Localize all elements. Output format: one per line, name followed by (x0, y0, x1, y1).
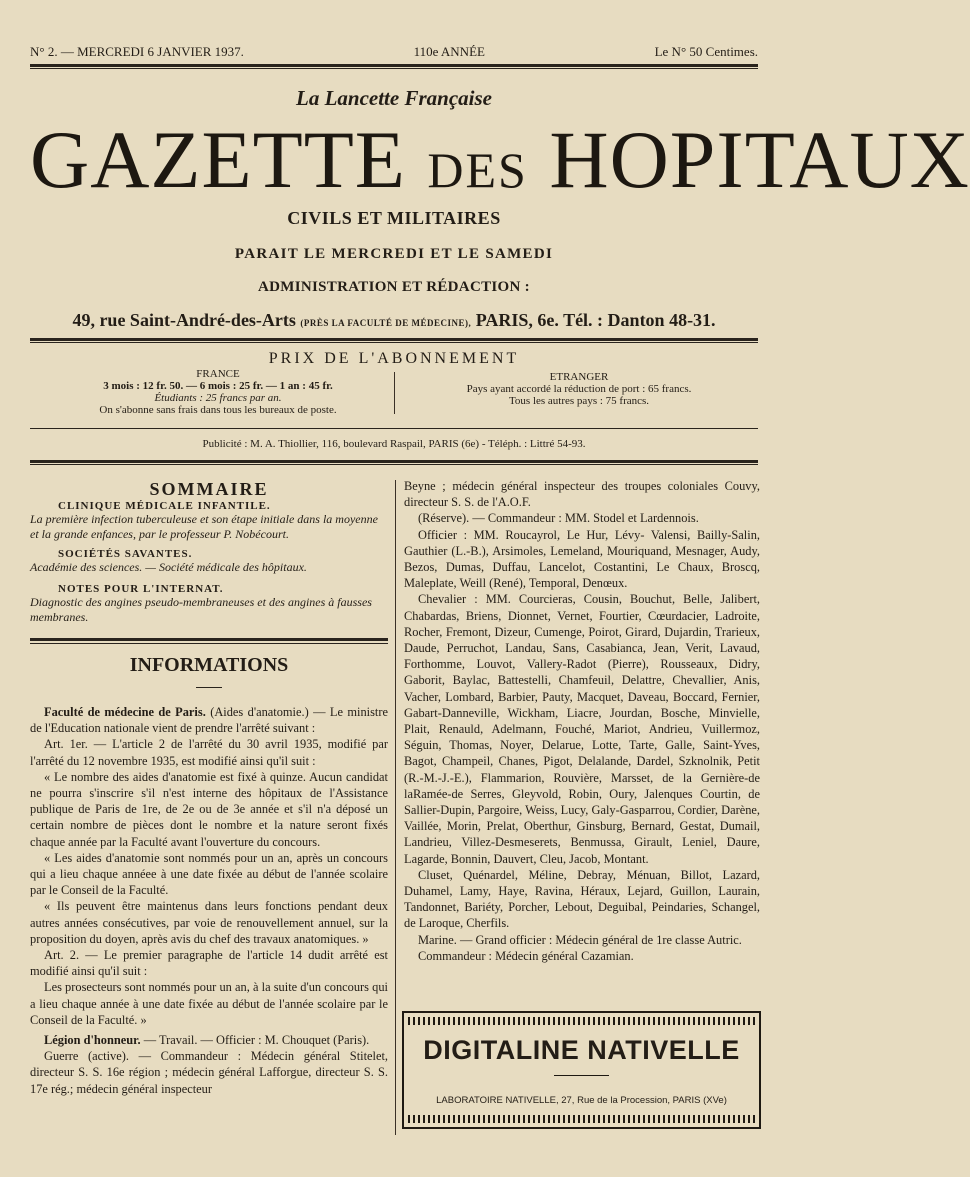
sommaire-section-head: NOTES POUR L'INTERNAT. (58, 583, 224, 595)
paragraph: — Travail. — Officier : M. Chouquet (Paris). (140, 1033, 370, 1048)
informations-body (30, 704, 388, 1097)
sommaire-rule (30, 638, 388, 641)
advert-divider (554, 1075, 609, 1076)
publicity-rule-thin (30, 464, 758, 465)
subscription-title: PRIX DE L'ABONNEMENT (268, 350, 520, 367)
paragraph: (Réserve). — Commandeur : MM. Stodel et Lardennois. (418, 511, 699, 526)
address-telephone: Tél. : Danton 48-31. (563, 310, 716, 330)
sommaire-title: SOMMAIRE (149, 479, 269, 499)
france-heading: FRANCE (196, 368, 240, 380)
france-students: Étudiants : 25 francs par an. (154, 392, 282, 404)
advert-border-ticks (408, 1115, 755, 1123)
paragraph: Marine. — Grand officier : Médecin général de 1re classe Autric. (418, 932, 742, 947)
faculty-lead: Faculté de médecine de Paris. (44, 705, 206, 719)
paragraph: (Aides d'anatomie.) — Le ministre de l'Education nationale vient de prendre l'arrêté suivant : (30, 705, 388, 736)
paragraph: Beyne ; médecin général inspecteur des troupes coloniales Couvy, directeur S. S. de l'A.O.F. (404, 479, 760, 510)
subscription-rule (30, 428, 758, 429)
paragraph: Guerre (active). — Commandeur : Médecin général Stitelet, directeur S. S. 16e région ; médecin général Lafforgue, directeur S. S. 17e rég.; médecin général inspecteur (30, 1049, 388, 1096)
paragraph: Chevalier : MM. Courcieras, Cousin, Bouchut, Belle, Jalibert, Chabardas, Briens, Dionnet, Vernet, Fourtier, Cœurdacier, Ladroite, Rocher, Fremont, Dizeur, Cumenge, Poirot, Girard, Dujardin, Trarieux, Daude, Perruchot, Landau, Sans, Casabianca, Jean, Verit, Lavaud, Forthomme, Louvot, Vallery-Radot (Pierre), Rousseaux, Didry, Gaborit, Baylac, Battestelli, Chamfeuil, Delattre, Chevallier, Anis, Vacher, Lombard, Barbier, Pauty, Macquet, Daveau, Boccard, Fernier, Gabart-Danneville, Wickham, Liacre, Jourdan, Bosche, Minvielle, Plait, Renauld, Adelmann, Fouché, Mariot, Andrieu, Vuillermoz, Séguin, Thomas, Noyer, Delarue, Lotte, Tarte, Galle, Saint-Yves, Bagot, Champeil, Chanes, Pigot, Delalande, Dardel, Szknolnik, Petit (R.-M.-J.-E.), Flammarion, Rouvière, Marsset, de la Gernière-de laRamée-de Serres, Gleyvold, Robin, Oury, Jalenques Courtin, de Sallier-Dupin, Pargoire, Weiss, Lucy, Galy-Gasparrou, Cordier, Darène, Vaillée, Morin, Prelat, Oberthur, Ginsburg, Bernard, Gestat, Dumail, Landrieu, Villez-Desmeserets, Benmussa, Girault, Leniel, Daure, Lagarde, Bonnin, Dauvert, Cleu, Jacob, Montant. (404, 592, 760, 866)
masthead-word-hopitaux: HOPITAUX (549, 114, 970, 205)
paragraph: « Ils peuvent être maintenus dans leurs fonctions pendant deux autres années consécutives, par voie de renouvellement annuel, sur la proposition du doyen, après avis du chef des travaux anatomiques. » (30, 899, 388, 946)
publicity-rule (30, 460, 758, 463)
admin-line: ADMINISTRATION ET RÉDACTION : (258, 279, 530, 295)
subscription-france (60, 368, 376, 416)
legion-list-column (404, 478, 760, 964)
foreign-reduced: Pays ayant accordé la réduction de port : 65 francs. (466, 383, 692, 395)
sommaire-rule-thin (30, 643, 388, 644)
foreign-heading: ETRANGER (549, 371, 609, 383)
france-prices: 3 mois : 12 fr. 50. — 6 mois : 25 fr. — 1 an : 45 fr. (103, 380, 333, 392)
sommaire-section-text: Académie des sciences. — Société médicale des hôpitaux. (30, 560, 307, 574)
address-rule-thin (30, 342, 758, 343)
paragraph: Officier : MM. Roucayrol, Le Hur, Lévy- Valensi, Bailly-Salin, Gauthier (L.-B.), Arsimoles, Lemeland, Mouriquand, Mesnager, Audy, Bezos, Dumas, Duffau, Lancelot, Costantini, Le Chaux, Broscq, Maleplate, Weill (René), Temporal, Denœux. (404, 527, 760, 591)
masthead-word-des: DES (427, 142, 528, 198)
column-divider (395, 480, 396, 1135)
supertitle: La Lancette Française (296, 86, 492, 110)
header-rule-thin (30, 68, 758, 69)
address-city: PARIS, 6e. (475, 310, 559, 330)
paragraph: Cluset, Quénardel, Méline, Debray, Ménuan, Billot, Lazard, Duhamel, Lamy, Haye, Ravina, Héraux, Lejard, Guillon, Laurain, Tandonnet, Bariéty, Porcher, Lebout, Deguibal, Peindaries, Schangel, de Laroque, Cherfils. (404, 867, 760, 931)
masthead-word-gazette: GAZETTE (30, 114, 406, 205)
paragraph: Les prosecteurs sont nommés pour un an, à la suite d'un concours qui a lieu chaque année à une date fixée au début de l'année scolaire par le Conseil de la Faculté. » (30, 980, 388, 1027)
issue-number: N° 2. — MERCREDI 6 JANVIER 1937. (30, 44, 244, 59)
foreign-other: Tous les autres pays : 75 francs. (508, 395, 650, 407)
sommaire-section-text: Diagnostic des angines pseudo-membraneuses et des angines à fausses membranes. (30, 595, 372, 624)
subscription-divider (394, 372, 395, 414)
paragraph: Art. 1er. — L'article 2 de l'arrêté du 30 avril 1935, modifié par l'arrêté du 12 novembre 1935, est modifié ainsi qu'il suit : (30, 737, 388, 768)
paragraph: « Le nombre des aides d'anatomie est fixé à quinze. Aucun candidat ne pourra s'inscrire s'il n'est interne des hôpitaux de l'Assistance publique de Paris de 1re, de 2e ou de 3e année et s'il n'a déposé un certain nombre de pièces dont le nombre et la nature seront fixés chaque année par la Faculté avant l'ouverture du concours. (30, 769, 388, 849)
legion-lead: Légion d'honneur. (44, 1033, 141, 1048)
sommaire (30, 500, 388, 625)
masthead-title (30, 114, 970, 212)
subscription-foreign (412, 371, 746, 407)
publish-days: PARAIT LE MERCREDI ET LE SAMEDI (234, 246, 554, 262)
advert-title: DIGITALINE NATIVELLE (423, 1035, 740, 1065)
issue-price: Le N° 50 Centimes. (654, 44, 758, 59)
address-note: (PRÈS LA FACULTÉ DE MÉDECINE), (300, 318, 472, 328)
issue-year: 110e ANNÉE (413, 44, 485, 59)
sommaire-section-head: SOCIÉTÉS SAVANTES. (58, 548, 193, 560)
advert-border-ticks (408, 1017, 755, 1025)
sommaire-section-text: La première infection tuberculeuse et son étape initiale dans la moyenne et la grande enfances, par le professeur P. Nobécourt. (30, 512, 378, 541)
digitaline-advert (402, 1011, 761, 1129)
sommaire-section-head: CLINIQUE MÉDICALE INFANTILE. (58, 500, 271, 512)
issue-header (30, 44, 758, 62)
paragraph: Commandeur : Médecin général Cazamian. (418, 948, 634, 963)
publicity-line: Publicité : M. A. Thiollier, 116, boulevard Raspail, PARIS (6e) - Téléph. : Littré 54-93. (202, 438, 586, 450)
paragraph: Art. 2. — Le premier paragraphe de l'article 14 dudit arrêté est modifié ainsi qu'il suit : (30, 948, 388, 979)
address-street: 49, rue Saint-André-des-Arts (72, 310, 296, 330)
address-line (30, 310, 758, 331)
informations-title: INFORMATIONS (129, 654, 289, 676)
france-post-note: On s'abonne sans frais dans tous les bureaux de poste. (99, 404, 337, 416)
masthead-subtitle: CIVILS ET MILITAIRES (287, 208, 501, 228)
title-ornament (196, 687, 222, 688)
header-rule (30, 64, 758, 67)
address-rule (30, 338, 758, 341)
advert-subtitle: LABORATOIRE NATIVELLE, 27, Rue de la Procession, PARIS (XVe) (436, 1095, 727, 1106)
paragraph: « Les aides d'anatomie sont nommés pour un an, après un concours qui a lieu chaque annéee à une date fixée au début de l'année scolaire par le Conseil de la Faculté. (30, 850, 388, 898)
